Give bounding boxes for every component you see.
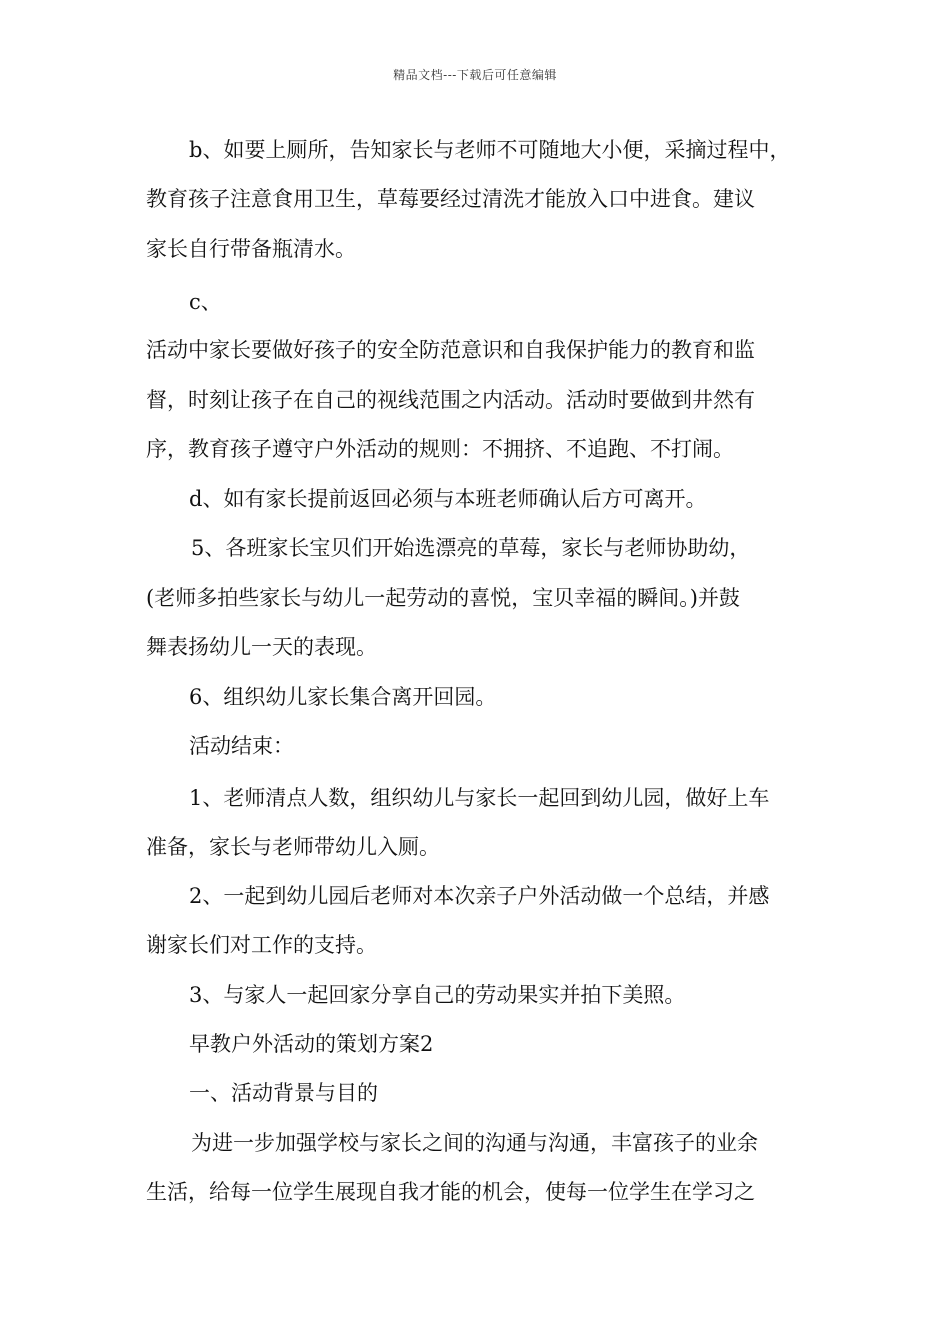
text-line: 生活，给每一位学生展现自我才能的机会，使每一位学生在学习之 — [146, 1180, 755, 1204]
text-line: 督，时刻让孩子在自己的视线范围之内活动。活动时要做到井然有 — [146, 388, 755, 412]
text-line: b、如要上厕所，告知家长与老师不可随地大小便，采摘过程中， — [189, 138, 791, 162]
text-line: 谢家长们对工作的支持。 — [146, 933, 377, 957]
text-line: 5、各班家长宝贝们开始选漂亮的草莓，家长与老师协助幼， — [191, 536, 751, 560]
text-line: 家长自行带备瓶清水。 — [146, 237, 356, 261]
section-heading: 一、活动背景与目的 — [189, 1081, 378, 1105]
text-line: 为进一步加强学校与家长之间的沟通与沟通，丰富孩子的业余 — [191, 1131, 758, 1155]
text-line: 舞表扬幼儿一天的表现。 — [146, 635, 377, 659]
text-line: 6、组织幼儿家长集合离开回园。 — [189, 685, 497, 709]
text-line: (老师多拍些家长与幼儿一起劳动的喜悦，宝贝幸福的瞬间。)并鼓 — [146, 586, 740, 610]
text-line: 1、老师清点人数，组织幼儿与家长一起回到幼儿园，做好上车 — [189, 786, 770, 810]
text-line: 活动结束： — [189, 734, 294, 758]
text-line: 教育孩子注意食用卫生，草莓要经过清洗才能放入口中进食。建议 — [146, 187, 755, 211]
page-header: 精品文档---下载后可任意编辑 — [393, 68, 557, 82]
text-line: 序，教育孩子遵守户外活动的规则：不拥挤、不追跑、不打闹。 — [146, 437, 734, 461]
text-line: c、 — [189, 290, 222, 314]
text-line: 准备，家长与老师带幼儿入厕。 — [146, 835, 440, 859]
text-line: 2、一起到幼儿园后老师对本次亲子户外活动做一个总结，并感 — [189, 884, 770, 908]
section-title: 早教户外活动的策划方案2 — [189, 1032, 434, 1056]
text-line: d、如有家长提前返回必须与本班老师确认后方可离开。 — [189, 487, 707, 511]
text-line: 3、与家人一起回家分享自己的劳动果实并拍下美照。 — [189, 983, 686, 1007]
text-line: 活动中家长要做好孩子的安全防范意识和自我保护能力的教育和监 — [146, 338, 755, 362]
